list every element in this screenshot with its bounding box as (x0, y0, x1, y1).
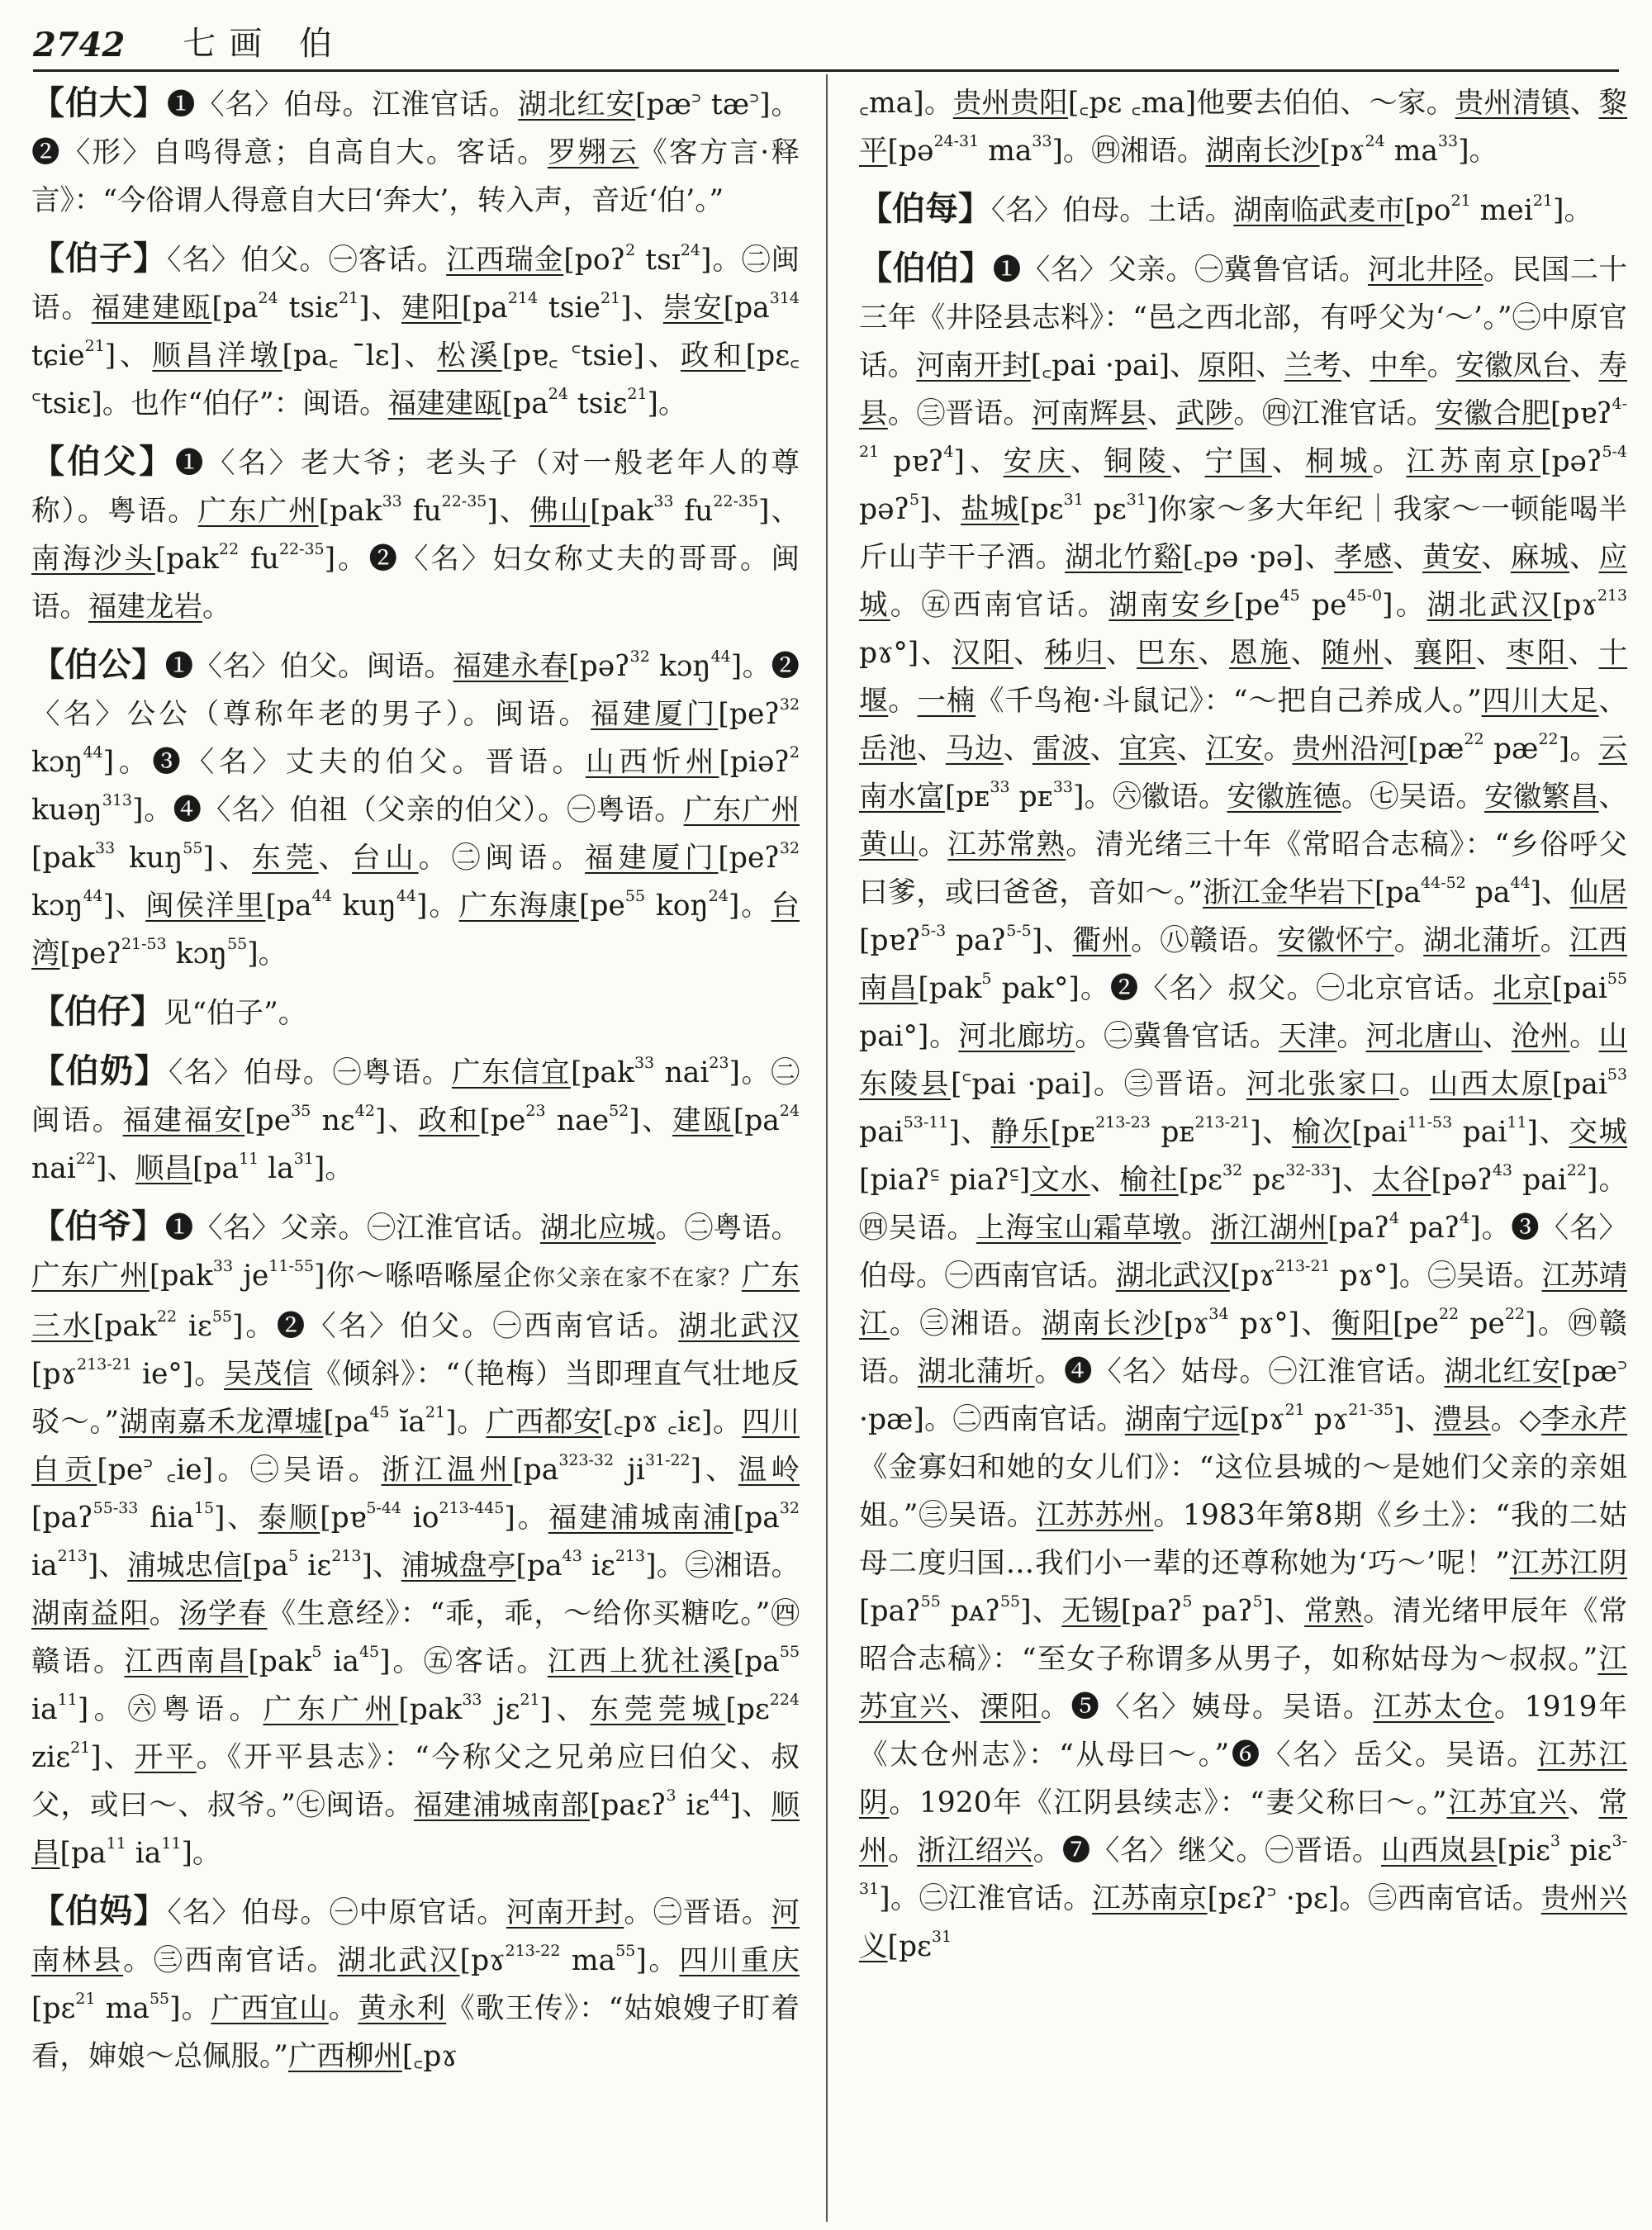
entry-definition: 〈名〉伯母。㊀粤语。广东信宜[pak$^{33}$ nai$^{23}$]。㊁闽语。福建福安[$pe^{35}$ nɛ$^{42}$]、政和[$pe^{23}$ nae$^{52}$]、建瓯[$pa^{24}$ nai$^{22}$]、顺昌[$pa^{11}$ $la^{31}$]。 (31, 1053, 800, 1185)
entry-definition: 〈名〉伯父。㊀客话。江西瑞金[poʔ$^2$ tsɪ$^{24}$]。㊁闽语。福建建瓯[$pa^{24}$ tsiɛ$^{21}$]、建阳[$pa^{214}$ tsie$^{21}$]、崇安[$pa^{314}$ tɕie$^{21}$]、顺昌洋墩[pa꜀ ˉlɛ]、松溪[pɐ꜀ ꜂tsie]、政和[pɛ꜀ ꜂tsiɛ]。也作“伯仔”：闽语。福建建瓯[$pa^{24}$ tsiɛ$^{21}$]。 (31, 240, 800, 420)
entry-definition: ❶〈名〉伯父。闽语。福建永春[pəʔ$^{32}$ kɔŋ$^{44}$]。❷〈名〉公公（尊称年老的男子）。闽语。福建厦门[peʔ$^{32}$ kɔŋ$^{44}$]。❸〈名〉丈夫的伯父。晋语。山西忻州[piəʔ$^2$ kuəŋ$^{313}$]。❹〈名〉伯祖（父亲的伯父）。㊀粤语。广东广州[pak$^{33}$ kuŋ$^{55}$]、东莞、台山。㊁闽语。福建厦门[peʔ$^{32}$ kɔŋ$^{44}$]、闽侯洋里[$pa^{44}$ kuŋ$^{44}$]。广东海康[$pe^{55}$ koŋ$^{24}$]。台湾[peʔ$^{21-53}$ kɔŋ$^{55}$]。 (31, 647, 800, 970)
dictionary-entry (31, 1887, 800, 2081)
dictionary-entry (31, 438, 800, 631)
page-header (33, 18, 1619, 72)
entry-definition: ❶〈名〉父亲。㊀冀鲁官话。河北井陉。民国二十三年《井陉县志料》：“邑之西北部，有呼父为‘～’。”㊁中原官话。河南开封[꜀pai ·pai]、原阳、兰考、中牟。安徽凤台、寿县。㊂晋语。河南辉县、武陟。㊃江淮官话。安徽合肥[pɐʔ$^{4-21}$ pɐʔ$^4$]、安庆、铜陵、宁国、桐城。江苏南京[pəʔ$^{5-4}$ pəʔ$^5$]、盐城[pɛ$^{31}$ pɛ$^{31}$]你家～多大年纪｜我家～一顿能喝半斤山芋干子酒。湖北竹谿[꜀pə ·pə]、孝感、黄安、麻城、应城。㊄西南官话。湖南安乡[$pe^{45}$ $pe^{45-0}$]。湖北武汉[pɤ$^{213}$ pɤ°]、汉阳、秭归、巴东、恩施、随州、襄阳、枣阳、十堰。一楠《千鸟袍·斗鼠记》：“～把自己养成人。”四川大足、岳池、马边、雷波、宜宾、江安。贵州沿河[$pæ^{22}$ $pæ^{22}$]。云南水富[pᴇ$^{33}$ pᴇ$^{33}$]。㊅徽语。安徽旌德。㊆吴语。安徽繁昌、黄山。江苏常熟。清光绪三十年《常昭合志稿》：“乡俗呼父曰爹，或曰爸爸，音如～。”浙江金华岩下[$pa^{44-52}$ $pa^{44}$]、仙居[pɐʔ$^{5-3}$ paʔ$^{5-5}$]、衢州。㊇赣语。安徽怀宁。湖北蒲圻。江西南昌[pak$^5$ pak°]。❷〈名〉叔父。㊀北京官话。北京[pai$^{55}$ pai°]。河北廊坊。㊁冀鲁官话。天津。河北唐山、沧州。山东陵县[꜂pai ·pai]。㊂晋语。河北张家口。山西太原[pai$^{53}$ pai$^{53-11}$]、静乐[pᴇ$^{213-23}$ pᴇ$^{213-21}$]、榆次[pai$^{11-53}$ pai$^{11}$]、交城[piaʔ꜃ piaʔ꜃]文水、榆社[pɛ$^{32}$ pɛ$^{32-33}$]、太谷[pəʔ$^{43}$ pai$^{22}$]。㊃吴语。上海宝山霜草墩。浙江湖州[paʔ$^4$ paʔ$^4$]。❸〈名〉伯母。㊀西南官话。湖北武汉[pɤ$^{213-21}$ pɤ°]。㊁吴语。江苏靖江。㊂湘语。湖南长沙[pɤ$^{34}$ pɤ°]、衡阳[$pe^{22}$ $pe^{22}$]。㊃赣语。湖北蒲圻。❹〈名〉姑母。㊀江淮官话。湖北红安[pæ꜄ ·pæ]。㊁西南官话。湖南宁远[pɤ$^{21}$ pɤ$^{21-35}$]、澧县。◇李永芹《金寡妇和她的女儿们》：“这位县城的～是她们父亲的亲姐姐。”㊂吴语。江苏苏州。1983年第8期《乡土》：“我的二姑母二度归国…我们小一辈的还尊称她为‘巧～’呢！”江苏江阴[paʔ$^{55}$ pᴀʔ$^{55}$]、无锡[paʔ$^5$ paʔ$^5$]、常熟。清光绪甲辰年《常昭合志稿》：“至女子称谓多从男子，如称姑母为～叔叔。”江苏宜兴、溧阳。❺〈名〉姨母。吴语。江苏太仓。1919年《太仓州志》：“从母曰～。”❻〈名〉岳父。吴语。江苏江阴。1920年《江阴县续志》：“妻父称曰～。”江苏宜兴、常州。浙江绍兴。❼〈名〉继父。㊀晋语。山西岚县[piɛ$^3$ piɛ$^{3-31}$]。㊁江淮官话。江苏南京[pɛʔ꜄ ·pɛ]。㊂西南官话。贵州兴义[pɛ$^{31}$ (859, 254, 1627, 1963)
entry-headword: 【伯大】 (31, 83, 167, 122)
entry-headword: 【伯妈】 (31, 1891, 168, 1930)
dictionary-entry (31, 79, 800, 225)
dictionary-entry (31, 1047, 800, 1193)
running-head: 七画 伯 (183, 25, 346, 63)
entry-definition: 〈名〉伯母。㊀中原官话。河南开封。㊁晋语。河南林县。㊂西南官话。湖北武汉[pɤ$^{213-22}$ $ma^{55}$]。四川重庆[pɛ$^{21}$ $ma^{55}$]。广西宜山。黄永利《歌王传》：“姑娘嫂子盯着看，婶娘～总佩服。”广西柳州[꜀pɤ (31, 1896, 800, 2073)
dictionary-entry (31, 1203, 800, 1877)
dictionary-entry (31, 235, 800, 428)
entry-headword: 【伯公】 (31, 645, 165, 684)
column-divider (826, 74, 828, 2222)
right-column (859, 79, 1627, 2218)
entry-definition: ꜀ma]。贵州贵阳[꜀pɛ ꜀ma]他要去伯伯、～家。贵州清镇、黎平[pə$^{24-31}$ $ma^{33}$]。㊃湘语。湖南长沙[pɤ$^{24}$ $ma^{33}$]。 (859, 87, 1627, 168)
entry-headword: 【伯仔】 (31, 992, 164, 1031)
entry-definition: 见“伯子”。 (164, 997, 307, 1030)
entry-definition: ❶〈名〉伯母。江淮官话。湖北红安[pæ꜄ tæ꜄]。❷〈形〉自鸣得意；自高自大。客话。罗翙云《客方言·释言》：“今俗谓人得意自大曰‘奔大’，转入声，音近‘伯’。” (31, 88, 800, 217)
dictionary-entry (31, 988, 800, 1037)
dictionary-entry (859, 79, 1627, 175)
page-number: 2742 (33, 26, 126, 64)
entry-headword: 【伯父】 (31, 442, 175, 481)
entry-headword: 【伯每】 (859, 189, 991, 228)
entry-headword: 【伯子】 (31, 239, 168, 278)
left-column (31, 79, 800, 2218)
entry-headword: 【伯伯】 (859, 249, 993, 287)
entry-headword: 【伯爷】 (31, 1207, 165, 1245)
entry-definition: ❶〈名〉老大爷；老头子（对一般老年人的尊称）。粤语。广东广州[pak$^{33}$ $fu^{22-35}$]、佛山[pak$^{33}$ $fu^{22-35}$]、南海沙头[pak$^{22}$ $fu^{22-35}$]。❷〈名〉妇女称丈夫的哥哥。闽语。福建龙岩。 (31, 447, 800, 624)
entry-definition: 〈名〉伯母。土话。湖南临武麦市[$po^{21}$ mei$^{21}$]。 (991, 191, 1593, 227)
dictionary-entry (31, 641, 800, 978)
dictionary-entry (859, 185, 1627, 235)
entry-headword: 【伯奶】 (31, 1051, 169, 1090)
entry-definition: ❶〈名〉父亲。㊀江淮官话。湖北应城。㊁粤语。广东广州[pak$^{33}$ $je^{11-55}$]你～喺唔喺屋企你父亲在家不在家？广东三水[pak$^{22}$ iɛ$^{55}$]。❷〈名〉伯父。㊀西南官话。湖北武汉[pɤ$^{213-21}$ ie°]。吴茂信《倾斜》：“（艳梅）当即理直气壮地反驳～。”湖南嘉禾龙潭墟[$pa^{45}$ $ĭa^{21}$]。广西都安[꜀pɤ ꜀iɛ]。四川自贡[pe꜄ ꜀ie]。㊁吴语。浙江温州[$pa^{323-32}$ $ji^{31-22}$]、温岭[paʔ$^{55-33}$ ɦia$^{15}$]、泰顺[pɐ$^{5-44}$ $io^{213-445}$]。福建浦城南浦[$pa^{32}$ $ia^{213}$]、浦城忠信[$pa^5$ iɛ$^{213}$]、浦城盘亭[$pa^{43}$ iɛ$^{213}$]。㊂湘语。湖南益阳。汤学春《生意经》：“乖，乖，～给你买糖吃。”㊃赣语。江西南昌[pak$^5$ $ia^{45}$]。㊄客话。江西上犹社溪[$pa^{55}$ $ia^{11}$]。㊅粤语。广东广州[pak$^{33}$ jɛ$^{21}$]、东莞莞城[pɛ$^{224}$ ziɛ$^{21}$]、开平。《开平县志》：“今称父之兄弟应曰伯父、叔父，或曰～、叔爷。”㊆闽语。福建浦城南部[paɛʔ$^3$ iɛ$^{44}$]、顺昌[$pa^{11}$ $ia^{11}$]。 (31, 1212, 800, 1870)
dictionary-entry (859, 244, 1627, 1971)
